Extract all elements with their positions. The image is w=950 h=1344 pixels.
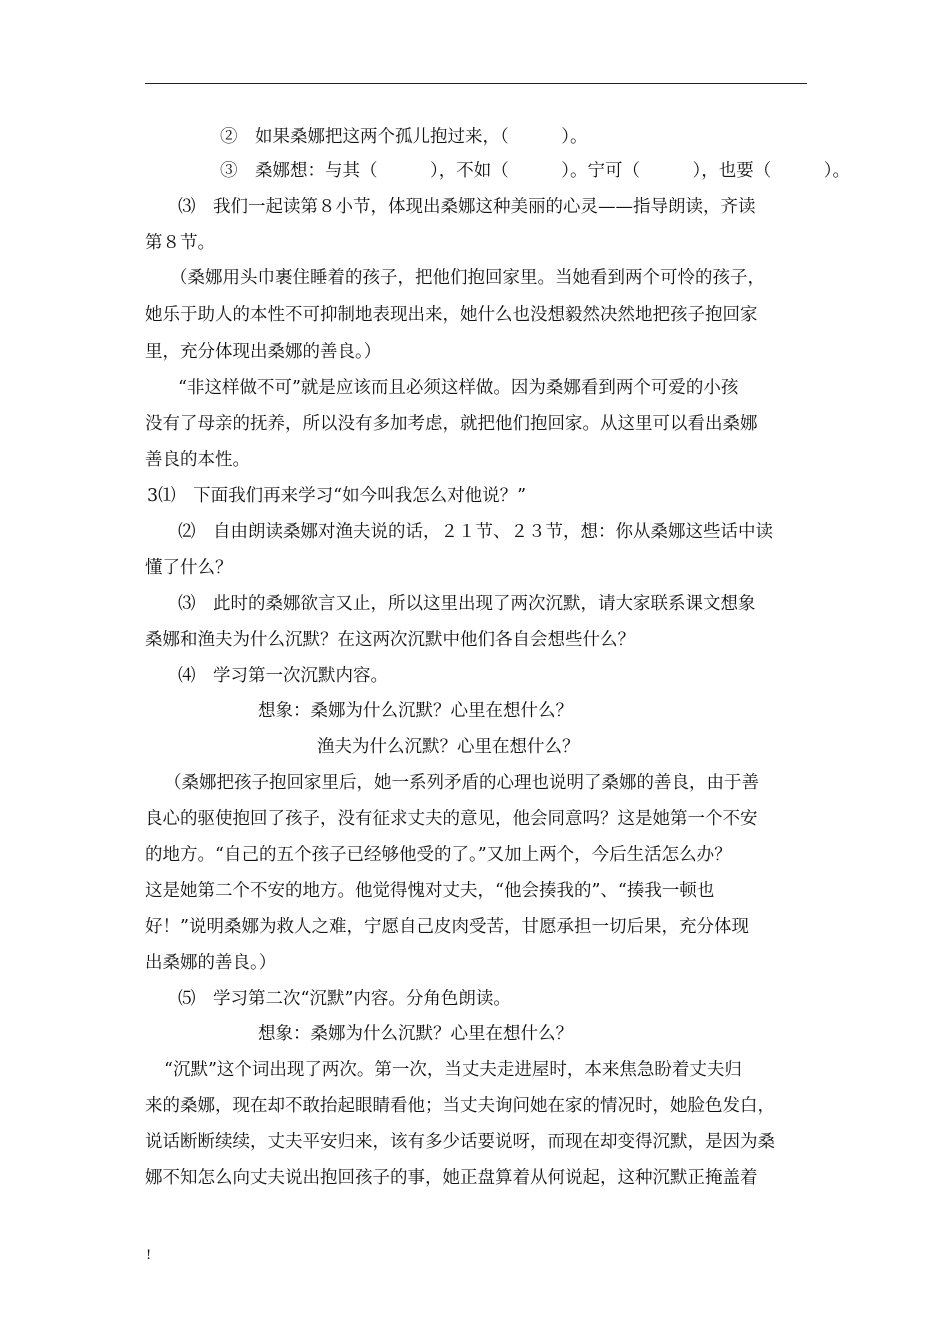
text-line: 的地方。“自己的五个孩子已经够他受的了。”又加上两个，今后生活怎么办？ <box>145 845 732 865</box>
text-line: 出桑娜的善良。） <box>145 953 277 973</box>
text-line: 良心的驱使抱回了孩子，没有征求丈夫的意见，他会同意吗？这是她第一个不安 <box>145 809 758 829</box>
page-mark: ! <box>146 1248 152 1263</box>
text-line: 来的桑娜，现在却不敢抬起眼睛看他；当丈夫询问她在家的情况时，她脸色发白， <box>145 1096 775 1116</box>
text-line: 渔夫为什么沉默？心里在想什么？ <box>317 737 580 757</box>
text-line: 她乐于助人的本性不可抑制地表现出来，她什么也没想毅然决然地把孩子抱回家 <box>145 305 758 325</box>
text-line: ⑸ 学习第二次“沉默”内容。分角色朗读。 <box>178 989 511 1009</box>
text-line: 没有了母亲的抚养，所以没有多加考虑，就把他们抱回家。从这里可以看出桑娜 <box>145 414 758 434</box>
text-line: ⑵ 自由朗读桑娜对渔夫说的话，２１节、２３节，想：你从桑娜这些话中读 <box>178 522 773 542</box>
text-line: 桑娜和渔夫为什么沉默？在这两次沉默中他们各自会想些什么？ <box>145 630 635 650</box>
text-line: ③ 桑娜想：与其（ ），不如（ ）。宁可（ ），也要（ ）。 <box>220 161 850 181</box>
text-line: ⑶ 我们一起读第８小节，体现出桑娜这种美丽的心灵——指导朗读，齐读 <box>178 197 756 217</box>
text-line: 这是她第二个不安的地方。他觉得愧对丈夫，“他会揍我的”、“揍我一顿也 <box>145 881 715 901</box>
text-line: 善良的本性。 <box>145 450 250 470</box>
text-line: （桑娜把孩子抱回家里后，她一系列矛盾的心理也说明了桑娜的善良，由于善 <box>164 773 759 793</box>
text-line: 好！”说明桑娜为救人之难，宁愿自己皮肉受苦，甘愿承担一切后果，充分体现 <box>145 917 749 937</box>
text-line: 想象：桑娜为什么沉默？心里在想什么？ <box>258 1024 573 1044</box>
text-line: ② 如果桑娜把这两个孤儿抱过来，（ ）。 <box>220 127 588 147</box>
text-line: “沉默”这个词出现了两次。第一次，当丈夫走进屋时，本来焦急盼着丈夫归 <box>164 1060 742 1080</box>
header-rule <box>145 83 807 84</box>
text-line: 想象：桑娜为什么沉默？心里在想什么？ <box>258 701 573 721</box>
text-line: 说话断断续续，丈夫平安归来，该有多少话要说呀，而现在却变得沉默，是因为桑 <box>145 1132 775 1152</box>
text-line: 里，充分体现出桑娜的善良。） <box>145 342 382 362</box>
text-line: ⑶ 此时的桑娜欲言又止，所以这里出现了两次沉默，请大家联系课文想象 <box>178 594 756 614</box>
text-line: 懂了什么？ <box>145 558 233 578</box>
text-line: 3⑴ 下面我们再来学习“如今叫我怎么对他说？” <box>147 486 527 506</box>
text-line: （桑娜用头巾裹住睡着的孩子，把他们抱回家里。当她看到两个可怜的孩子， <box>170 268 765 288</box>
text-line: 娜不知怎么向丈夫说出抱回孩子的事，她正盘算着从何说起，这种沉默正掩盖着 <box>145 1168 758 1188</box>
text-line: ⑷ 学习第一次沉默内容。 <box>178 666 388 686</box>
text-line: “非这样做不可”就是应该而且必须这样做。因为桑娜看到两个可爱的小孩 <box>178 378 739 398</box>
text-line: 第８节。 <box>145 233 215 253</box>
